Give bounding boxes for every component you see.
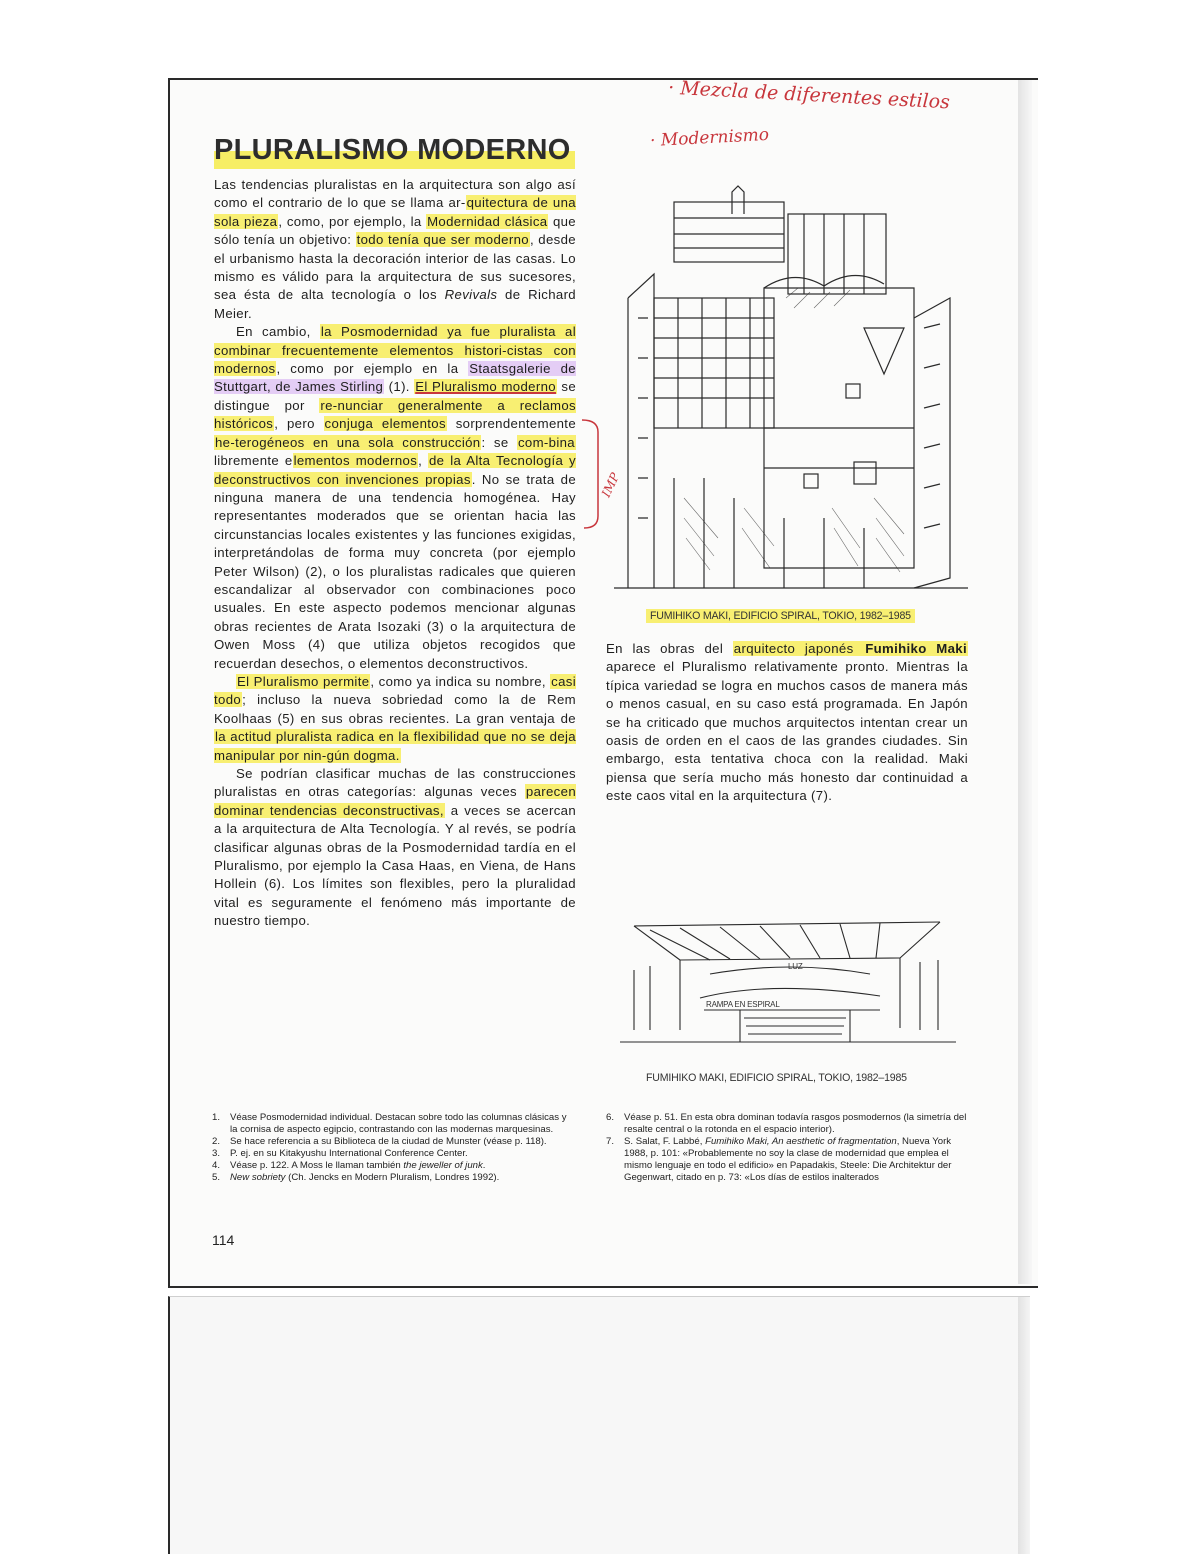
paragraph-1: Las tendencias pluralistas en la arquitectura son algo así como el contrario de lo que se llama ar-quitectura de una sola pieza, como, por ejemplo, la Modernidad clásica que sólo tenía un objetivo: todo tenía que ser moderno, desde el urbanismo hasta la decoración interior de las casas. Lo mismo es válido para la arquitectura de sus sucesores, sea ésta de alta tecnología o los Revivals de Richard Meier. <box>214 177 576 321</box>
footnote-item: 7. S. Salat, F. Labbé, Fumihiko Maki, An aesthetic of fragmentation, Nueva York 1988, p. 101: «Probablemente no soy la clase de modernidad que emplea el mismo lenguaje en todo el edificio» en Papadakis, Steele: Die Architektur der Gegenwart, citado en p. 73: «Los días de estilos inalterados <box>606 1136 952 1183</box>
footnotes-right <box>606 1112 970 1184</box>
figure-caption-1: FUMIHIKO MAKI, EDIFICIO SPIRAL, TOKIO, 1982–1985 <box>646 609 915 623</box>
footnotes-left <box>212 1112 576 1184</box>
paragraph-4: Se podrían clasificar muchas de las construcciones pluralistas en otras categorías: algunas veces parecen dominar tendencias deconstructivas, a veces se acercan a la arquitectura de Alta Tecnología. Y al revés, se podría clasificar algunas obras de la Posmodernidad tardía en el Pluralismo, por ejemplo la Casa Haas, en Viena, de Hans Hollein (6). Los límites son flexibles, pero la pluralidad vital es seguramente el fenómeno más importante de nuestro tiempo. <box>214 766 577 929</box>
sketch-label-light: LUZ <box>788 962 803 971</box>
footnote-item: 2. Se hace referencia a su Biblioteca de la ciudad de Munster (véase p. 118). <box>212 1136 547 1147</box>
next-sheet <box>168 1296 1030 1554</box>
building-sketch <box>614 178 968 602</box>
page-number: 114 <box>212 1232 235 1248</box>
footnote-item: 1. Véase Posmodernidad individual. Destacan sobre todo las columnas clásicas y la cornisa de aspecto egipcio, contrastando con las modernas marquesinas. <box>212 1112 567 1135</box>
handwritten-margin-mark: IMP <box>598 470 623 500</box>
left-column <box>214 176 576 931</box>
interior-sketch <box>620 910 956 1048</box>
footnote-item: 5. New sobriety (Ch. Jencks en Modern Pluralism, Londres 1992). <box>212 1172 500 1183</box>
paragraph-3: El Pluralismo permite, como ya indica su nombre, casi todo; incluso la nueva sobriedad como la de Rem Koolhaas (5) en sus obras recientes. La gran ventaja de la actitud pluralista radica en la flexibilidad que no se deja manipular por nin-gún dogma. <box>214 673 576 763</box>
sketch-label-ramp: RAMPA EN ESPIRAL <box>706 1000 780 1009</box>
figure-caption-2: FUMIHIKO MAKI, EDIFICIO SPIRAL, TOKIO, 1982–1985 <box>646 1072 907 1084</box>
margin-bracket <box>578 416 608 532</box>
handwritten-note-2: · Modernismo <box>649 124 770 152</box>
right-column <box>606 640 968 806</box>
paragraph-2: En cambio, la Posmodernidad ya fue pluralista al combinar frecuentemente elementos histori-cistas con modernos, como por ejemplo en la Staatsgalerie de Stuttgart, de James Stirling (1). El Pluralismo moderno se distingue por re-nunciar generalmente a reclamos históricos, pero conjuga elementos sorprendentemente he-terogéneos en una sola construcción: se com-bina libremente elementos modernos, de la Alta Tecnología y deconstructivos con invenciones propias. No se trata de ninguna manera de una tendencia homogénea. Hay representantes moderados que se orientan hacia las circunstancias locales existentes y las funciones exigidas, interpretándolas de forma muy concreta (por ejemplo Peter Wilson) (2), o los pluralistas radicales que quieren escandalizar al observador con combinaciones poco usuales. En este aspecto podemos mencionar algunas obras recientes de Arata Isozaki (3) o la arquitectura de Owen Moss (4) que utiliza objetos recogidos que recuerdan desechos, o elementos deconstructivos. <box>214 324 577 671</box>
paragraph-right-1: En las obras del arquitecto japonés Fumihiko Maki aparece el Pluralismo relativamente pronto. Mientras la típica variedad se logra en muchos casos de manera más o menos casual, en su caso está programada. En Japón se ha criticado que muchos arquitectos intentan crear un oasis de orden en el caos de las grandes ciudades. Sin embargo, esta tentativa choca con la realidad. Maki piensa que sería mucho más honesto dar continuidad a este caos vital en la arquitectura (7). <box>606 641 968 804</box>
handwritten-note-1: · Mezcla de diferentes estilos <box>667 76 951 114</box>
footnote-item: 3. P. ej. en su Kitakyushu International Conference Center. <box>212 1148 468 1159</box>
page-edge <box>1018 80 1032 1284</box>
footnote-item: 6. Véase p. 51. En esta obra dominan todavía rasgos posmodernos (la simetría del resalte central o la rotonda en el espacio interior). <box>606 1112 967 1135</box>
footnote-item: 4. Véase p. 122. A Moss le llaman también the jeweller of junk. <box>212 1160 486 1171</box>
page-title: PLURALISMO MODERNO <box>214 134 575 169</box>
